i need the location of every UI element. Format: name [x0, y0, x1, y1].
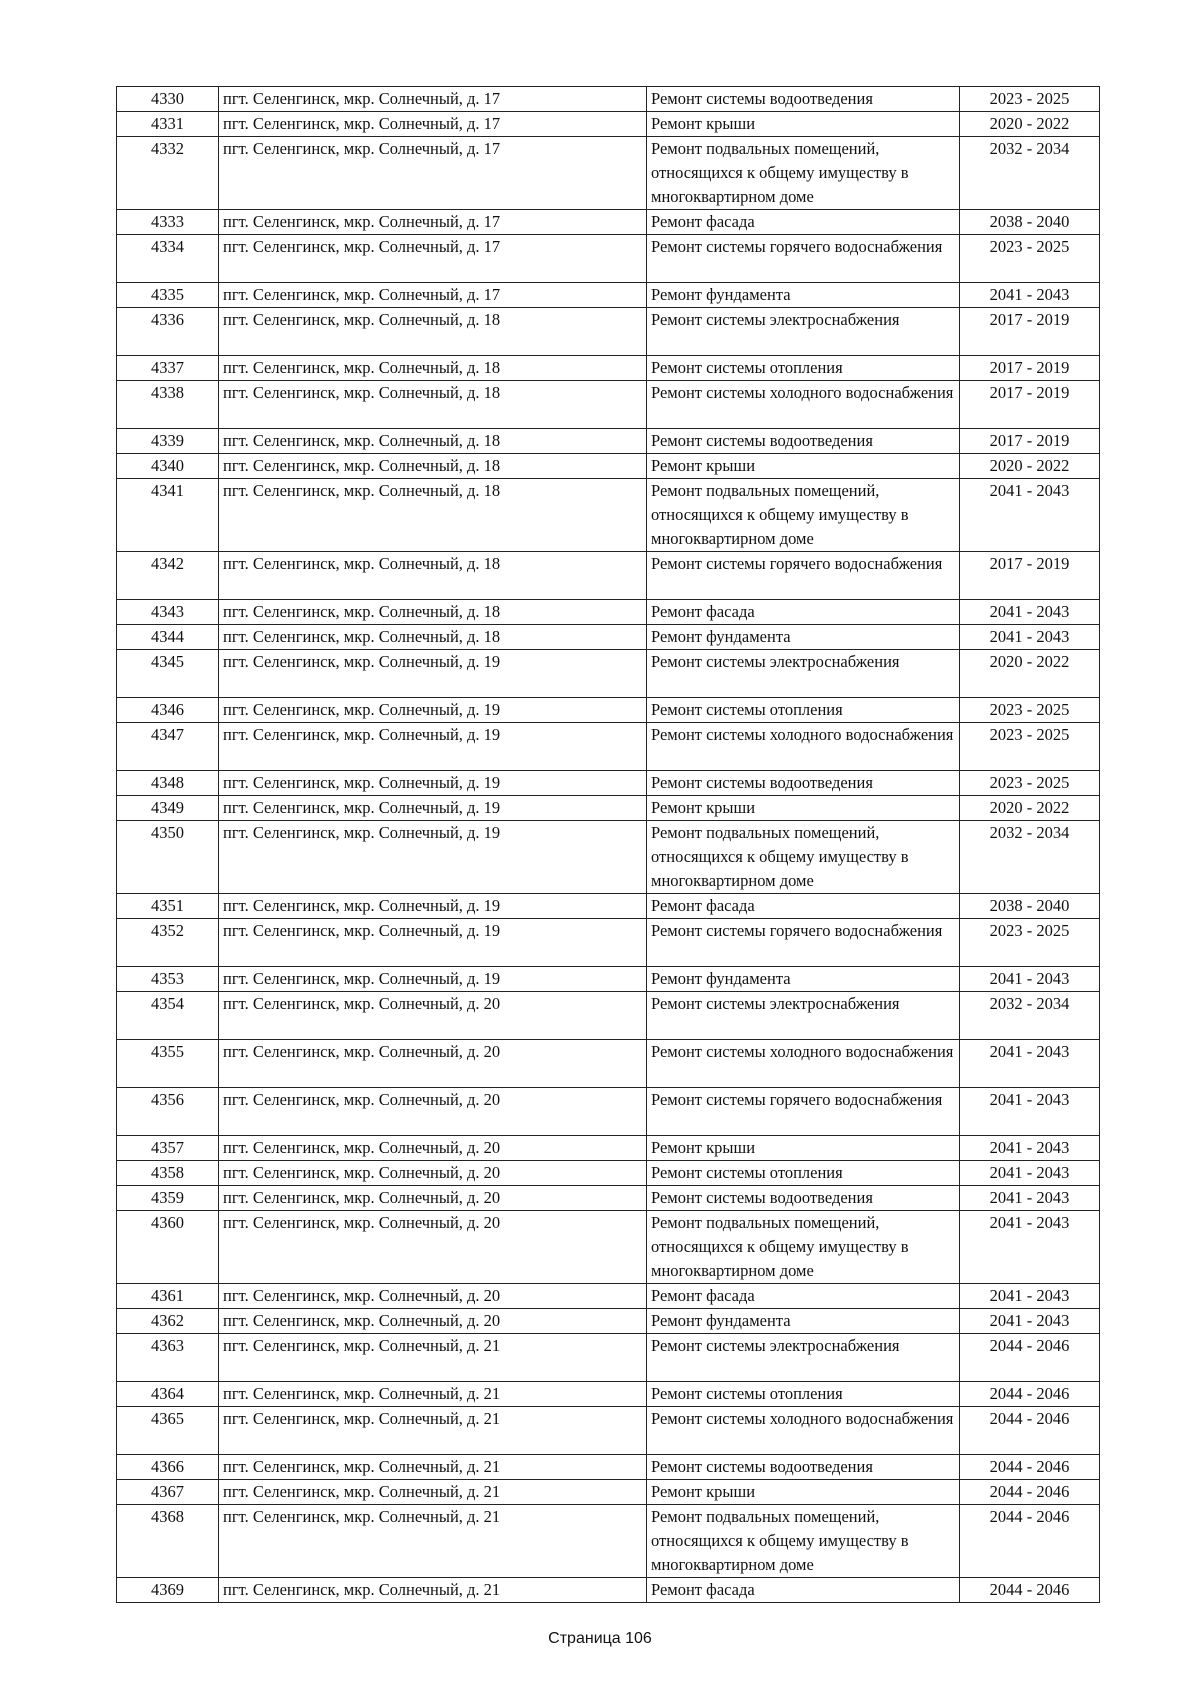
- period-cell: 2044 - 2046: [960, 1480, 1100, 1505]
- period-cell: 2017 - 2019: [960, 308, 1100, 356]
- row-number-cell: 4332: [117, 137, 219, 210]
- work-type-cell: Ремонт подвальных помещений, относящихся к общему имуществу в многоквартирном доме: [647, 479, 960, 552]
- row-number-cell: 4337: [117, 356, 219, 381]
- address-cell: пгт. Селенгинск, мкр. Солнечный, д. 20: [219, 1040, 647, 1088]
- table-row: [117, 894, 1100, 919]
- page-number: Страница 106: [548, 1630, 652, 1647]
- work-type-cell: Ремонт крыши: [647, 454, 960, 479]
- work-type-cell: Ремонт системы отопления: [647, 1382, 960, 1407]
- row-number-cell: 4350: [117, 821, 219, 894]
- period-cell: 2020 - 2022: [960, 796, 1100, 821]
- address-cell: пгт. Селенгинск, мкр. Солнечный, д. 17: [219, 137, 647, 210]
- address-cell: пгт. Селенгинск, мкр. Солнечный, д. 20: [219, 992, 647, 1040]
- period-cell: 2017 - 2019: [960, 356, 1100, 381]
- address-cell: пгт. Селенгинск, мкр. Солнечный, д. 19: [219, 650, 647, 698]
- table-row: [117, 821, 1100, 894]
- row-number-cell: 4353: [117, 967, 219, 992]
- work-type-cell: Ремонт фасада: [647, 1578, 960, 1603]
- table-row: [117, 796, 1100, 821]
- address-cell: пгт. Селенгинск, мкр. Солнечный, д. 19: [219, 698, 647, 723]
- row-number-cell: 4340: [117, 454, 219, 479]
- row-number-cell: 4366: [117, 1455, 219, 1480]
- period-cell: 2041 - 2043: [960, 479, 1100, 552]
- table-row: [117, 1284, 1100, 1309]
- table-row: [117, 283, 1100, 308]
- row-number-cell: 4344: [117, 625, 219, 650]
- row-number-cell: 4364: [117, 1382, 219, 1407]
- row-number-cell: 4341: [117, 479, 219, 552]
- row-number-cell: 4345: [117, 650, 219, 698]
- table-row: [117, 1455, 1100, 1480]
- work-type-cell: Ремонт системы электроснабжения: [647, 650, 960, 698]
- address-cell: пгт. Селенгинск, мкр. Солнечный, д. 17: [219, 235, 647, 283]
- address-cell: пгт. Селенгинск, мкр. Солнечный, д. 21: [219, 1480, 647, 1505]
- repair-schedule-table: [116, 86, 1100, 1603]
- period-cell: 2041 - 2043: [960, 1284, 1100, 1309]
- period-cell: 2044 - 2046: [960, 1334, 1100, 1382]
- table-row: [117, 552, 1100, 600]
- address-cell: пгт. Селенгинск, мкр. Солнечный, д. 19: [219, 796, 647, 821]
- table-row: [117, 698, 1100, 723]
- row-number-cell: 4367: [117, 1480, 219, 1505]
- address-cell: пгт. Селенгинск, мкр. Солнечный, д. 19: [219, 967, 647, 992]
- table-row: [117, 235, 1100, 283]
- period-cell: 2023 - 2025: [960, 919, 1100, 967]
- address-cell: пгт. Селенгинск, мкр. Солнечный, д. 21: [219, 1407, 647, 1455]
- address-cell: пгт. Селенгинск, мкр. Солнечный, д. 18: [219, 479, 647, 552]
- row-number-cell: 4339: [117, 429, 219, 454]
- address-cell: пгт. Селенгинск, мкр. Солнечный, д. 18: [219, 600, 647, 625]
- row-number-cell: 4343: [117, 600, 219, 625]
- row-number-cell: 4358: [117, 1161, 219, 1186]
- row-number-cell: 4348: [117, 771, 219, 796]
- row-number-cell: 4359: [117, 1186, 219, 1211]
- work-type-cell: Ремонт системы отопления: [647, 1161, 960, 1186]
- address-cell: пгт. Селенгинск, мкр. Солнечный, д. 17: [219, 283, 647, 308]
- row-number-cell: 4331: [117, 112, 219, 137]
- row-number-cell: 4351: [117, 894, 219, 919]
- period-cell: 2044 - 2046: [960, 1407, 1100, 1455]
- table-row: [117, 1088, 1100, 1136]
- address-cell: пгт. Селенгинск, мкр. Солнечный, д. 18: [219, 625, 647, 650]
- table-row: [117, 479, 1100, 552]
- work-type-cell: Ремонт подвальных помещений, относящихся к общему имуществу в многоквартирном доме: [647, 1505, 960, 1578]
- period-cell: 2041 - 2043: [960, 1309, 1100, 1334]
- table-row: [117, 650, 1100, 698]
- address-cell: пгт. Селенгинск, мкр. Солнечный, д. 19: [219, 894, 647, 919]
- table-row: [117, 381, 1100, 429]
- period-cell: 2041 - 2043: [960, 625, 1100, 650]
- period-cell: 2017 - 2019: [960, 381, 1100, 429]
- address-cell: пгт. Селенгинск, мкр. Солнечный, д. 21: [219, 1455, 647, 1480]
- period-cell: 2017 - 2019: [960, 552, 1100, 600]
- work-type-cell: Ремонт фасада: [647, 1284, 960, 1309]
- work-type-cell: Ремонт крыши: [647, 1480, 960, 1505]
- row-number-cell: 4336: [117, 308, 219, 356]
- work-type-cell: Ремонт подвальных помещений, относящихся к общему имуществу в многоквартирном доме: [647, 137, 960, 210]
- work-type-cell: Ремонт системы горячего водоснабжения: [647, 919, 960, 967]
- address-cell: пгт. Селенгинск, мкр. Солнечный, д. 20: [219, 1186, 647, 1211]
- table-row: [117, 1334, 1100, 1382]
- work-type-cell: Ремонт подвальных помещений, относящихся к общему имуществу в многоквартирном доме: [647, 821, 960, 894]
- table-row: [117, 1505, 1100, 1578]
- work-type-cell: Ремонт системы водоотведения: [647, 1455, 960, 1480]
- work-type-cell: Ремонт фундамента: [647, 967, 960, 992]
- period-cell: 2017 - 2019: [960, 429, 1100, 454]
- period-cell: 2041 - 2043: [960, 1136, 1100, 1161]
- address-cell: пгт. Селенгинск, мкр. Солнечный, д. 20: [219, 1284, 647, 1309]
- period-cell: 2020 - 2022: [960, 454, 1100, 479]
- address-cell: пгт. Селенгинск, мкр. Солнечный, д. 17: [219, 210, 647, 235]
- row-number-cell: 4360: [117, 1211, 219, 1284]
- row-number-cell: 4347: [117, 723, 219, 771]
- address-cell: пгт. Селенгинск, мкр. Солнечный, д. 20: [219, 1088, 647, 1136]
- address-cell: пгт. Селенгинск, мкр. Солнечный, д. 17: [219, 87, 647, 112]
- table-row: [117, 992, 1100, 1040]
- period-cell: 2032 - 2034: [960, 137, 1100, 210]
- address-cell: пгт. Селенгинск, мкр. Солнечный, д. 20: [219, 1309, 647, 1334]
- table-row: [117, 967, 1100, 992]
- address-cell: пгт. Селенгинск, мкр. Солнечный, д. 20: [219, 1211, 647, 1284]
- table-row: [117, 454, 1100, 479]
- work-type-cell: Ремонт крыши: [647, 796, 960, 821]
- table-row: [117, 210, 1100, 235]
- table-row: [117, 1578, 1100, 1603]
- table-row: [117, 1186, 1100, 1211]
- period-cell: 2041 - 2043: [960, 1211, 1100, 1284]
- row-number-cell: 4333: [117, 210, 219, 235]
- work-type-cell: Ремонт системы холодного водоснабжения: [647, 381, 960, 429]
- period-cell: 2023 - 2025: [960, 771, 1100, 796]
- table-row: [117, 723, 1100, 771]
- work-type-cell: Ремонт фасада: [647, 600, 960, 625]
- period-cell: 2020 - 2022: [960, 650, 1100, 698]
- table-row: [117, 356, 1100, 381]
- row-number-cell: 4330: [117, 87, 219, 112]
- address-cell: пгт. Селенгинск, мкр. Солнечный, д. 20: [219, 1161, 647, 1186]
- row-number-cell: 4346: [117, 698, 219, 723]
- address-cell: пгт. Селенгинск, мкр. Солнечный, д. 20: [219, 1136, 647, 1161]
- table-row: [117, 1480, 1100, 1505]
- work-type-cell: Ремонт системы холодного водоснабжения: [647, 1407, 960, 1455]
- address-cell: пгт. Селенгинск, мкр. Солнечный, д. 18: [219, 454, 647, 479]
- work-type-cell: Ремонт крыши: [647, 112, 960, 137]
- row-number-cell: 4338: [117, 381, 219, 429]
- row-number-cell: 4357: [117, 1136, 219, 1161]
- address-cell: пгт. Селенгинск, мкр. Солнечный, д. 19: [219, 771, 647, 796]
- row-number-cell: 4369: [117, 1578, 219, 1603]
- row-number-cell: 4365: [117, 1407, 219, 1455]
- work-type-cell: Ремонт системы горячего водоснабжения: [647, 1088, 960, 1136]
- address-cell: пгт. Селенгинск, мкр. Солнечный, д. 21: [219, 1505, 647, 1578]
- address-cell: пгт. Селенгинск, мкр. Солнечный, д. 18: [219, 308, 647, 356]
- period-cell: 2041 - 2043: [960, 967, 1100, 992]
- row-number-cell: 4352: [117, 919, 219, 967]
- table-row: [117, 1211, 1100, 1284]
- work-type-cell: Ремонт системы холодного водоснабжения: [647, 723, 960, 771]
- period-cell: 2041 - 2043: [960, 1040, 1100, 1088]
- period-cell: 2023 - 2025: [960, 723, 1100, 771]
- row-number-cell: 4354: [117, 992, 219, 1040]
- work-type-cell: Ремонт системы электроснабжения: [647, 1334, 960, 1382]
- table-row: [117, 429, 1100, 454]
- table-row: [117, 1382, 1100, 1407]
- address-cell: пгт. Селенгинск, мкр. Солнечный, д. 21: [219, 1334, 647, 1382]
- row-number-cell: 4361: [117, 1284, 219, 1309]
- work-type-cell: Ремонт системы холодного водоснабжения: [647, 1040, 960, 1088]
- work-type-cell: Ремонт фундамента: [647, 283, 960, 308]
- row-number-cell: 4356: [117, 1088, 219, 1136]
- work-type-cell: Ремонт системы горячего водоснабжения: [647, 235, 960, 283]
- address-cell: пгт. Селенгинск, мкр. Солнечный, д. 18: [219, 381, 647, 429]
- period-cell: 2044 - 2046: [960, 1382, 1100, 1407]
- row-number-cell: 4342: [117, 552, 219, 600]
- row-number-cell: 4335: [117, 283, 219, 308]
- period-cell: 2023 - 2025: [960, 698, 1100, 723]
- period-cell: 2044 - 2046: [960, 1505, 1100, 1578]
- period-cell: 2032 - 2034: [960, 821, 1100, 894]
- table-row: [117, 600, 1100, 625]
- address-cell: пгт. Селенгинск, мкр. Солнечный, д. 17: [219, 112, 647, 137]
- work-type-cell: Ремонт фасада: [647, 894, 960, 919]
- period-cell: 2023 - 2025: [960, 235, 1100, 283]
- row-number-cell: 4363: [117, 1334, 219, 1382]
- period-cell: 2041 - 2043: [960, 1186, 1100, 1211]
- table-row: [117, 112, 1100, 137]
- work-type-cell: Ремонт фундамента: [647, 1309, 960, 1334]
- table-row: [117, 137, 1100, 210]
- work-type-cell: Ремонт фасада: [647, 210, 960, 235]
- address-cell: пгт. Селенгинск, мкр. Солнечный, д. 21: [219, 1578, 647, 1603]
- work-type-cell: Ремонт фундамента: [647, 625, 960, 650]
- row-number-cell: 4334: [117, 235, 219, 283]
- period-cell: 2038 - 2040: [960, 210, 1100, 235]
- table-row: [117, 308, 1100, 356]
- address-cell: пгт. Селенгинск, мкр. Солнечный, д. 19: [219, 821, 647, 894]
- address-cell: пгт. Селенгинск, мкр. Солнечный, д. 19: [219, 919, 647, 967]
- period-cell: 2041 - 2043: [960, 283, 1100, 308]
- period-cell: 2044 - 2046: [960, 1455, 1100, 1480]
- work-type-cell: Ремонт системы водоотведения: [647, 429, 960, 454]
- period-cell: 2041 - 2043: [960, 1161, 1100, 1186]
- row-number-cell: 4349: [117, 796, 219, 821]
- work-type-cell: Ремонт системы водоотведения: [647, 87, 960, 112]
- table-row: [117, 919, 1100, 967]
- work-type-cell: Ремонт системы водоотведения: [647, 1186, 960, 1211]
- table-row: [117, 87, 1100, 112]
- period-cell: 2023 - 2025: [960, 87, 1100, 112]
- address-cell: пгт. Селенгинск, мкр. Солнечный, д. 21: [219, 1382, 647, 1407]
- work-type-cell: Ремонт системы электроснабжения: [647, 992, 960, 1040]
- table-row: [117, 1136, 1100, 1161]
- period-cell: 2044 - 2046: [960, 1578, 1100, 1603]
- work-type-cell: Ремонт системы водоотведения: [647, 771, 960, 796]
- table-row: [117, 1040, 1100, 1088]
- table-row: [117, 1161, 1100, 1186]
- row-number-cell: 4355: [117, 1040, 219, 1088]
- period-cell: 2032 - 2034: [960, 992, 1100, 1040]
- table-row: [117, 1309, 1100, 1334]
- address-cell: пгт. Селенгинск, мкр. Солнечный, д. 18: [219, 429, 647, 454]
- address-cell: пгт. Селенгинск, мкр. Солнечный, д. 19: [219, 723, 647, 771]
- address-cell: пгт. Селенгинск, мкр. Солнечный, д. 18: [219, 356, 647, 381]
- period-cell: 2041 - 2043: [960, 1088, 1100, 1136]
- row-number-cell: 4362: [117, 1309, 219, 1334]
- work-type-cell: Ремонт крыши: [647, 1136, 960, 1161]
- work-type-cell: Ремонт системы горячего водоснабжения: [647, 552, 960, 600]
- table-row: [117, 1407, 1100, 1455]
- work-type-cell: Ремонт системы отопления: [647, 356, 960, 381]
- table-row: [117, 771, 1100, 796]
- row-number-cell: 4368: [117, 1505, 219, 1578]
- work-type-cell: Ремонт системы отопления: [647, 698, 960, 723]
- period-cell: 2038 - 2040: [960, 894, 1100, 919]
- table-row: [117, 625, 1100, 650]
- address-cell: пгт. Селенгинск, мкр. Солнечный, д. 18: [219, 552, 647, 600]
- period-cell: 2020 - 2022: [960, 112, 1100, 137]
- work-type-cell: Ремонт подвальных помещений, относящихся к общему имуществу в многоквартирном доме: [647, 1211, 960, 1284]
- work-type-cell: Ремонт системы электроснабжения: [647, 308, 960, 356]
- period-cell: 2041 - 2043: [960, 600, 1100, 625]
- table-body: [117, 87, 1100, 1603]
